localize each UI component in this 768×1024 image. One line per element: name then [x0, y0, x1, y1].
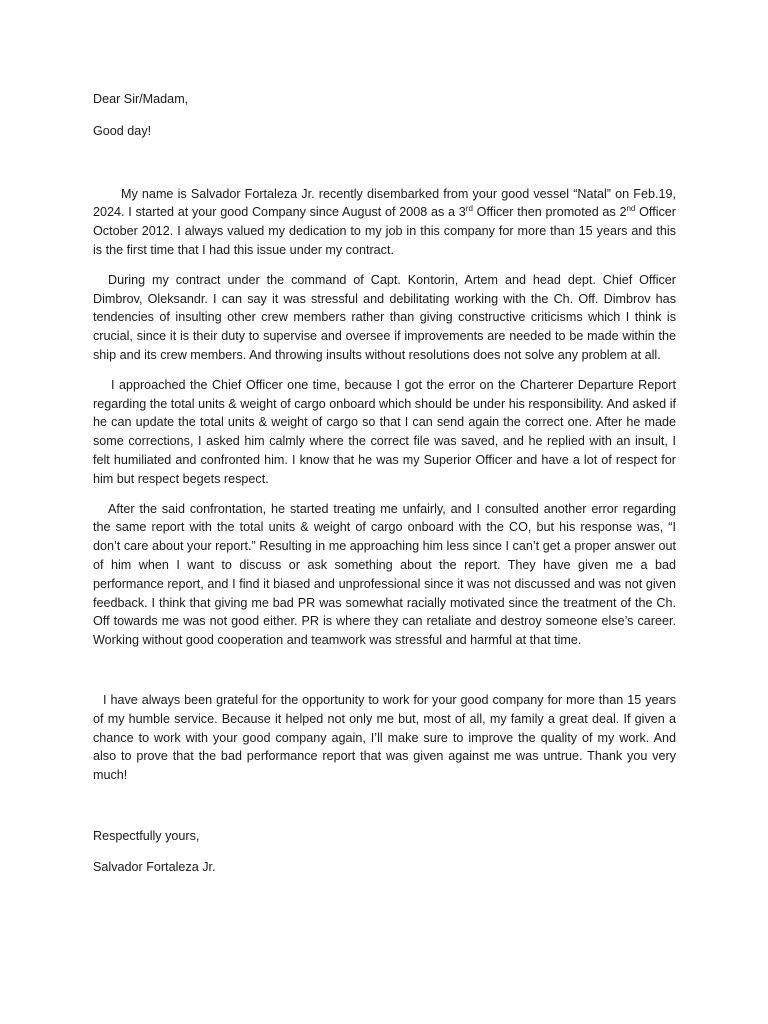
letter-body	[93, 90, 676, 877]
paragraph-introduction-text-b: Officer then promoted as 2	[472, 205, 627, 220]
paragraph-approach-incident: I approached the Chief Officer one time, because I got the error on the Charterer Departure Report regarding the total units & weight of cargo onboard which should be under his responsibility. And asked if he can update the total units & weight of cargo so that I can send again the correct one. After he made some corrections, I asked him calmly where the correct file was saved, and he replied with an insult, I felt humiliated and confronted him. I know that he was my Superior Officer and have a lot of respect for him but respect begets respect.	[93, 377, 676, 486]
paragraph-confrontation: After the said confrontation, he started treating me unfairly, and I consulted another error regarding the same report with the total units & weight of cargo onboard with the CO, but his response was, “I don’t care about your report.” Resulting in me approaching him less since I can’t get a proper answer out of him when I want to discuss or ask something about the report. They have given me a bad performance report, and I find it biased and unprofessional since it was not discussed and was not given feedback. I think that giving me bad PR was somewhat racially motivated since the treatment of the Ch. Off towards me was not good either. PR is where they can retaliate and destroy someone else’s career. Working without good cooperation and teamwork was stressful and harmful at that time.	[93, 501, 676, 648]
signature-name: Salvador Fortaleza Jr.	[93, 859, 216, 874]
paragraph-gratitude: I have always been grateful for the opportunity to work for your good company for more than 15 years of my humble service. Because it helped not only me but, most of all, my family a great deal. If given a chance to work with your good company again, I’ll make sure to improve the quality of my work. And also to prove that the bad performance report that was given against me was untrue. Thank you very much!	[93, 692, 676, 783]
greeting: Good day!	[93, 123, 152, 138]
paragraph-introduction-text-a: My name is Salvador Fortaleza Jr. recently disembarked from your good vessel “Natal” on Feb.19, 2024. I started at your good Company since August of 2008 as a 3	[93, 186, 676, 220]
paragraph-introduction-text-c: Officer October 2012. I always valued my dedication to my job in this company for more than 15 years and this is the first time that I had this issue under my contract.	[93, 205, 676, 257]
ordinal-superscript-rd: rd	[465, 204, 473, 214]
salutation: Dear Sir/Madam,	[93, 92, 189, 106]
closing-line: Respectfully yours,	[93, 828, 200, 843]
paragraph-contract-command: During my contract under the command of Capt. Kontorin, Artem and head dept. Chief Officer Dimbrov, Oleksandr. I can say it was stressful and debilitating working with the Ch. Off. Dimbrov has tendencies of insulting other crew members rather than giving constructive criticisms which I think is crucial, since it is their duty to supervise and oversee if improvements are needed to be made within the ship and its crew members. And throwing insults without resolutions does not solve any problem at all.	[93, 272, 676, 362]
paragraph-introduction	[93, 185, 676, 260]
ordinal-superscript-nd: nd	[626, 204, 636, 214]
